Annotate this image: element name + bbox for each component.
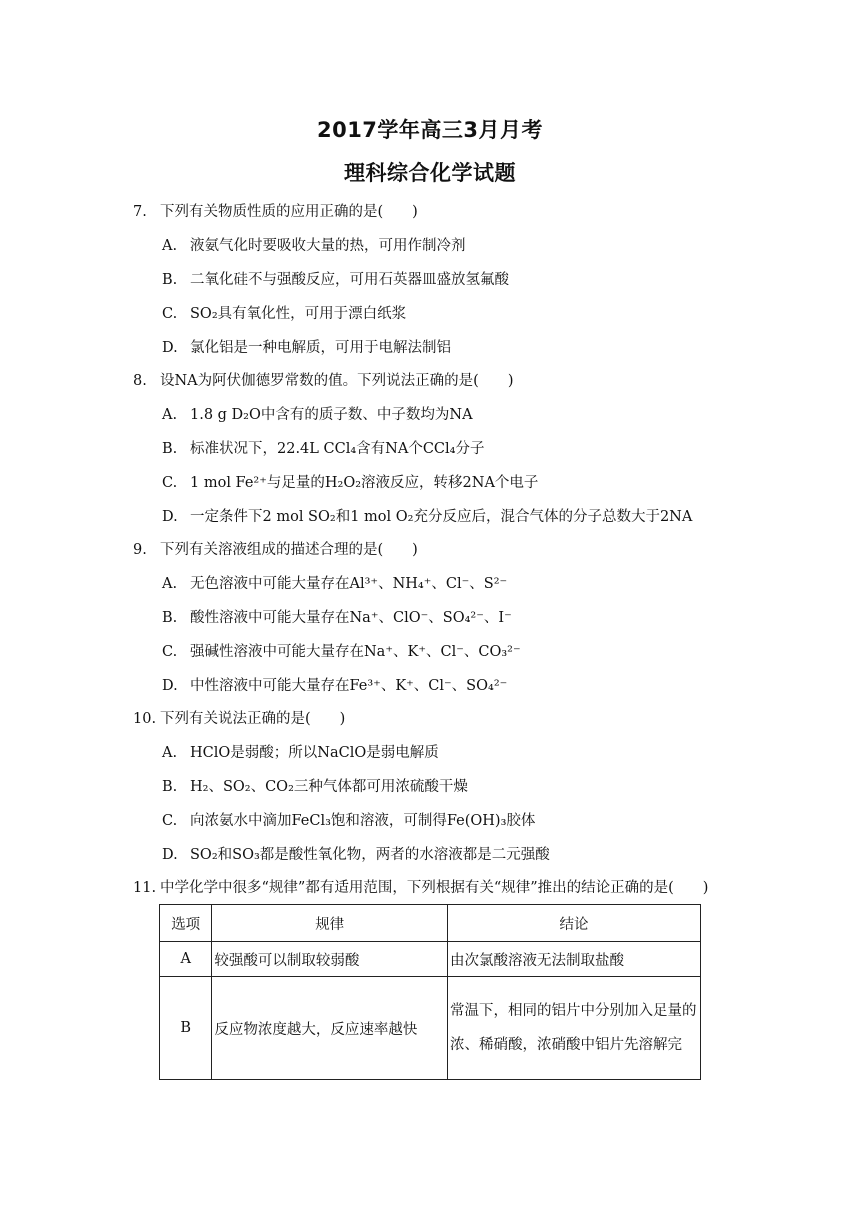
option-text: H₂、SO₂、CO₂三种气体都可用浓硫酸干燥 — [190, 779, 468, 795]
question-number: 9. — [133, 542, 147, 558]
question-stem: 下列有关物质性质的应用正确的是( ) — [160, 204, 418, 220]
question-stem: 中学化学中很多“规律”都有适用范围，下列根据有关“规律”推出的结论正确的是( ) — [160, 880, 709, 896]
cell-rule: 反应物浓度越大，反应速率越快 — [212, 977, 448, 1080]
option-letter: C. — [162, 644, 178, 660]
question-number: 10. — [133, 711, 157, 727]
q9-option-d — [162, 676, 507, 696]
exam-subtitle: 理科综合化学试题 — [344, 161, 516, 185]
option-letter: C. — [162, 813, 178, 829]
option-text: 强碱性溶液中可能大量存在Na⁺、K⁺、Cl⁻、CO₃²⁻ — [190, 644, 521, 660]
option-text: 氯化铝是一种电解质，可用于电解法制铝 — [190, 340, 451, 356]
option-letter: D. — [162, 509, 178, 525]
question-number: 11. — [133, 880, 157, 896]
option-letter: A. — [162, 576, 178, 592]
option-text: SO₂具有氧化性，可用于漂白纸浆 — [190, 306, 407, 322]
header-option: 选项 — [160, 905, 212, 942]
question-9 — [133, 540, 418, 560]
question-8 — [133, 371, 513, 391]
header-conclusion: 结论 — [448, 905, 701, 942]
question-10 — [133, 709, 345, 729]
option-letter: C. — [162, 475, 178, 491]
option-letter: A. — [162, 745, 178, 761]
option-text: 一定条件下2 mol SO₂和1 mol O₂充分反应后，混合气体的分子总数大于2NA — [190, 509, 693, 525]
option-text: 标准状况下，22.4L CCl₄含有NA个CCl₄分子 — [190, 441, 485, 457]
rules-table — [159, 904, 701, 1080]
question-number: 7. — [133, 204, 147, 220]
cell-option: A — [160, 942, 212, 977]
conclusion-text: 常温下，相同的铝片中分别加入足量的浓、稀硝酸，浓硝酸中铝片先溶解完 — [450, 1003, 697, 1053]
q9-option-b — [162, 608, 512, 628]
table-header-row — [160, 905, 701, 942]
option-letter: B. — [162, 272, 178, 288]
cell-option: B — [160, 977, 212, 1080]
q10-option-b — [162, 777, 468, 797]
option-text: 中性溶液中可能大量存在Fe³⁺、K⁺、Cl⁻、SO₄²⁻ — [190, 678, 508, 694]
table-row — [160, 977, 701, 1080]
question-7 — [133, 202, 418, 222]
option-letter: B. — [162, 779, 178, 795]
option-letter: D. — [162, 340, 178, 356]
table-row — [160, 942, 701, 977]
question-stem: 设NA为阿伏伽德罗常数的值。下列说法正确的是( ) — [160, 373, 514, 389]
option-text: 1.8 g D₂O中含有的质子数、中子数均为NA — [190, 407, 473, 423]
question-number: 8. — [133, 373, 147, 389]
option-text: 二氧化硅不与强酸反应，可用石英器皿盛放氢氟酸 — [190, 272, 509, 288]
option-letter: B. — [162, 441, 178, 457]
exam-title: 2017学年高三3月月考 — [316, 118, 544, 142]
q10-option-c — [162, 811, 535, 831]
option-text: 向浓氨水中滴加FeCl₃饱和溶液，可制得Fe(OH)₃胶体 — [190, 813, 536, 829]
q7-option-b — [162, 270, 509, 290]
q7-option-d — [162, 338, 451, 358]
q7-option-c — [162, 304, 406, 324]
option-letter: B. — [162, 610, 178, 626]
question-stem: 下列有关说法正确的是( ) — [160, 711, 346, 727]
header-rule: 规律 — [212, 905, 448, 942]
option-text: 液氨气化时要吸收大量的热，可用作制冷剂 — [190, 238, 466, 254]
question-stem: 下列有关溶液组成的描述合理的是( ) — [160, 542, 418, 558]
option-text: 无色溶液中可能大量存在Al³⁺、NH₄⁺、Cl⁻、S²⁻ — [190, 576, 508, 592]
cell-conclusion: 由次氯酸溶液无法制取盐酸 — [448, 942, 701, 977]
q8-option-b — [162, 439, 484, 459]
option-letter: D. — [162, 678, 178, 694]
q10-option-a — [162, 743, 439, 763]
cell-rule: 较强酸可以制取较弱酸 — [212, 942, 448, 977]
q9-option-c — [162, 642, 521, 662]
q9-option-a — [162, 574, 507, 594]
q10-option-d — [162, 845, 550, 865]
q7-option-a — [162, 236, 466, 256]
option-text: HClO是弱酸；所以NaClO是弱电解质 — [190, 745, 439, 761]
question-11 — [133, 878, 708, 898]
option-text: 酸性溶液中可能大量存在Na⁺、ClO⁻、SO₄²⁻、I⁻ — [190, 610, 512, 626]
option-letter: A. — [162, 407, 178, 423]
option-letter: D. — [162, 847, 178, 863]
q8-option-d — [162, 507, 692, 527]
q8-option-c — [162, 473, 538, 493]
option-letter: A. — [162, 238, 178, 254]
q8-option-a — [162, 405, 473, 425]
option-letter: C. — [162, 306, 178, 322]
option-text: SO₂和SO₃都是酸性氧化物，两者的水溶液都是二元强酸 — [190, 847, 550, 863]
cell-conclusion — [448, 977, 701, 1080]
option-text: 1 mol Fe²⁺与足量的H₂O₂溶液反应，转移2NA个电子 — [190, 475, 539, 491]
